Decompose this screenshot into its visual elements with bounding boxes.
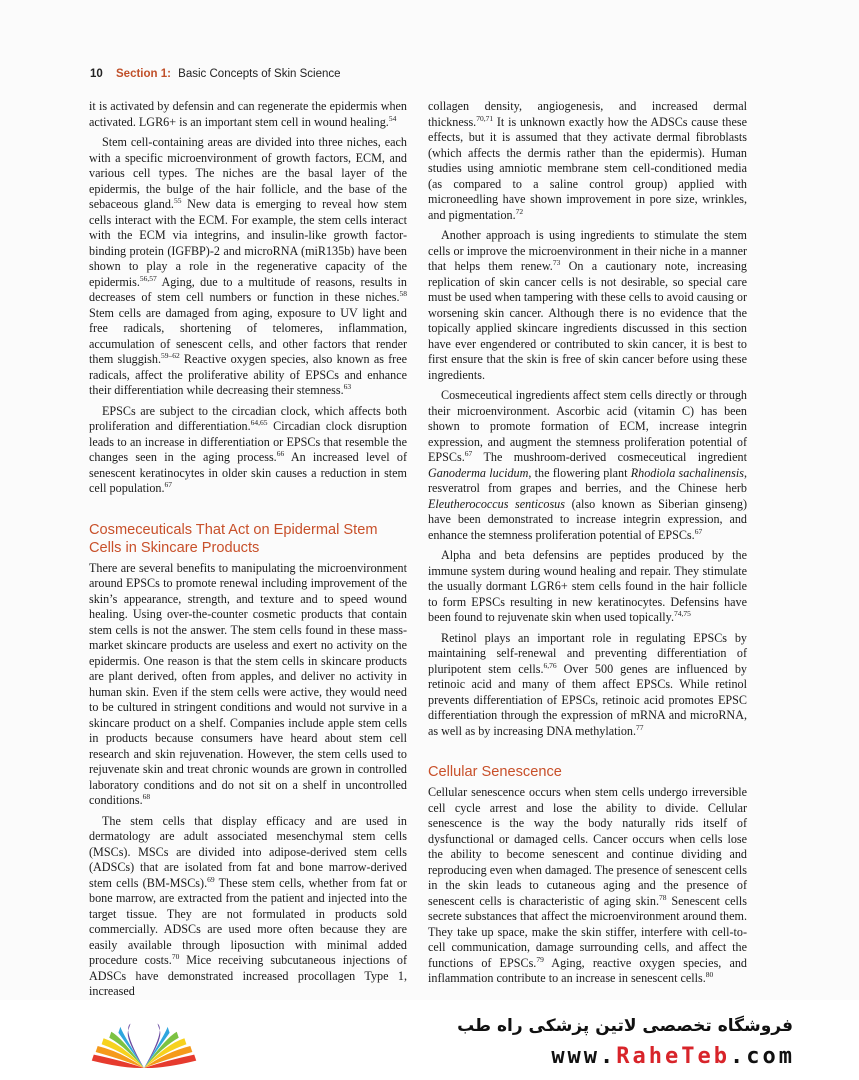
paragraph: Alpha and beta defensins are peptides produced by the immune system during wound healing and repair. They stimulate the usually dormant LGR6+ stem cells found in the hair follicle to form EPSCs resulting in new keratinocytes. Defensins have been found to rejuvenate skin when used topically.$^{74,75}$: [428, 548, 747, 624]
citation: 77: [636, 722, 644, 732]
paragraph: Cosmeceutical ingredients affect stem cells directly or through their microenvironment. Ascorbic acid (vitamin C) has been shown to promote formation of ECM, increase integrin expression, and augment the stemness proliferation potential of EPSCs.$^{67}$ The mushroom-derived cosmeceutical ingredient Ganoderma lucidum, the flowering plant Rhodiola sachalinensis, resveratrol from grapes and berries, and the Chinese herb Eleutherococcus senticosus (also known as Siberian ginseng) have been demonstrated to increase integrin expression, and enhance the stemness proliferation potential of EPSCs.$^{67}$: [428, 388, 747, 542]
citation: 55: [173, 195, 182, 205]
citation: 63: [343, 381, 352, 391]
paragraph: Another approach is using ingredients to stimulate the stem cells or improve the microenvironment in their niche in a manner that helps them renew.$^{73}$ On a cautionary note, increasing replication of skin cancer cells is not desirable, so special care must be used when tampering with these cells to avoid causing or worsening skin cancer. Although there is no evidence that the topically applied skincare ingredients discussed in this section have ever engendered or contributed to skin cancer, it is best to first ensure that the skin is free of skin cancer before using these ingredients.: [428, 228, 748, 382]
paragraph: There are several benefits to manipulating the microenvironment around EPSCs to promote renewal including improvement of the skin’s appearance, strength, and texture and to speed wound healing. Using over-the-counter cosmetic products that contain stem cells is not the answer. The stem cells found in these mass-market skincare products are useless and exert no activity on the epidermis. One reason is that the stem cells in skincare products are plant derived, often from apples, and deliver no activity in human skin. Even if the stem cells were active, they would need to be cultured in stringent conditions and would not survive in a skincare product on a shelf. Companies include apple stem cells in products because consumers have heard about stem cell research and skin rejuvenation. However, the stem cells used to rejuvenate skin and treat chronic wounds are grown in controlled laboratory conditions and do not sit on a shelf in uncontrolled conditions.$^{68}$: [89, 560, 407, 807]
open-book-logo-icon: [84, 1008, 204, 1076]
paragraph: it is activated by defensin and can regenerate the epidermis when activated. LGR6+ is an important stem cell in wound healing.$^{54}$: [89, 99, 407, 129]
watermark-footer: [0, 1000, 859, 1080]
citation: 72: [515, 206, 524, 216]
running-head: [90, 68, 341, 80]
section-heading: Cosmeceuticals That Act on Epidermal Stem Cells in Skincare Products: [89, 521, 378, 556]
citation: 80: [705, 969, 714, 979]
citation: 67: [694, 526, 703, 536]
citation: 74,75: [674, 608, 691, 618]
paragraph: EPSCs are subject to the circadian clock, which affects both proliferation and differentiation.$^{64,65}$ Circadian clock disruption leads to an increase in differentiation or EPSCs that resemble the changes seen in the aging process.$^{66}$ An increased level of senescent keratinocytes in older skin causes a reduction in stem cell population.$^{67}$: [89, 403, 407, 495]
citation: 54: [388, 113, 397, 123]
citation: 70: [171, 951, 180, 961]
paragraph: Cellular senescence occurs when stem cells undergo irreversible cell cycle arrest and lose the ability to divide. Cellular senescence is the way the body naturally rids itself of dysfunctional or damaged cells. Cancer occurs when cells lose the ability to become senescent and continue dividing and reproducing even when damaged. The presence of senescent cells in the skin leads to cutaneous aging and the presence of senescent cells is characteristic of aging skin.$^{78}$ Senescent cells secrete substances that affect the microenvironment around them. They take up space, make the skin stiffer, interfere with cell-to-cell communication, damage surrounding cells, and affect the functions of EPSCs.$^{79}$ Aging, reactive oxygen species, and inflammation contribute to an increase in senescent cells.$^{80}$: [428, 785, 748, 985]
citation: 68: [142, 791, 151, 801]
citation: 58: [399, 288, 407, 298]
paragraph: collagen density, angiogenesis, and increased dermal thickness.$^{70,71}$ It is unknown exactly how the ADSCs cause these effects, but it is assumed that they activate dermal fibroblasts (which affects the dermis rather than the epidermis). Human studies using amniotic membrane stem cell-conditioned media (as compared to a saline control group) applied with microneedling have shown improvement in pore size, wrinkles, and pigmentation.$^{72}$: [428, 99, 747, 222]
species-name: Eleutherococcus senticosus: [428, 496, 565, 511]
citation: 79: [536, 954, 544, 964]
citation: 59–62: [160, 350, 180, 360]
section-label: Section 1:: [116, 68, 171, 80]
paragraph: Retinol plays an important role in regulating EPSCs by maintaining self-renewal and preventing differentiation of pluripotent stem cells.$^{6,76}$ Over 500 genes are influenced by retinoic acid and many of them affect EPSCs. While retinol prevents differentiation of EPSCs, retinoic acid promotes EPSC differentiation through the expression of mRNA and microRNA, as well as by increasing DNA methylation.$^{77}$: [428, 630, 748, 738]
species-name: Ganoderma lucidum: [428, 465, 529, 480]
citation: 70,71: [476, 113, 494, 123]
citation: 73: [552, 257, 561, 267]
citation: 67: [164, 479, 173, 489]
store-url: www.RaheTeb.com: [551, 1044, 795, 1069]
species-name: Rhodiola sachalinensis: [630, 465, 744, 480]
citation: 6,76: [543, 660, 557, 670]
citation: 56,57: [139, 273, 157, 283]
citation: 64,65: [250, 417, 268, 427]
section-heading: Cellular Senescence: [428, 764, 562, 780]
citation: 69: [207, 874, 215, 884]
citation: 66: [276, 448, 285, 458]
paragraph: The stem cells that display efficacy and are used in dermatology are adult associated mesenchymal stem cells (MSCs). MSCs are divided into adipose-derived stem cells (ADSCs) that are isolated from fat and bone marrow-derived stem cells (BM-MSCs).$^{69}$ These stem cells, whether from fat or bone marrow, are extracted from the patient and injected into the target tissue. They are not formulated in products sold commercially. ADSCs are used more often because they are easily available through liposuction with minimal added procedure costs.$^{70}$ Mice receiving subcutaneous injections of ADSCs have demonstrated increased procollagen Type 1, increased: [89, 813, 408, 998]
store-name: فروشگاه تخصصی لاتین پزشکی راه طب: [457, 1016, 793, 1036]
section-title: Basic Concepts of Skin Science: [178, 68, 341, 80]
paragraph: Stem cell-containing areas are divided into three niches, each with a specific microenvironment of growth factors, ECM, and various cell types. The niches are the basal layer of the epidermis, the bulge of the hair follicle, and the base of the sebaceous gland.$^{55}$ New data is emerging to reveal how stem cells interact with the ECM. For example, the stem cells interact with the ECM via integrins, and insulin-like growth factor-binding protein (IGFBP)-2 and microRNA (miR135b) have been shown to play a role in the regenerative capacity of the epidermis.$^{56,57}$ Aging, due to a multitude of reasons, results in decreases of stem cell numbers or function in these niches.$^{58}$ Stem cells are damaged from aging, exposure to UV light and free radicals, shortening of telomeres, inflammation, accumulation of senescent cells, and other factors that render them sluggish.$^{59-62}$ Reactive oxygen species, also known as free radicals, affect the proliferative ability of EPSCs and enhance their differentiation while decreasing their stemness.$^{63}$: [89, 135, 407, 397]
citation: 67: [464, 448, 473, 458]
page-number: 10: [90, 68, 103, 80]
left-column: [89, 99, 407, 1005]
right-column: [428, 99, 747, 992]
citation: 78: [659, 892, 667, 902]
